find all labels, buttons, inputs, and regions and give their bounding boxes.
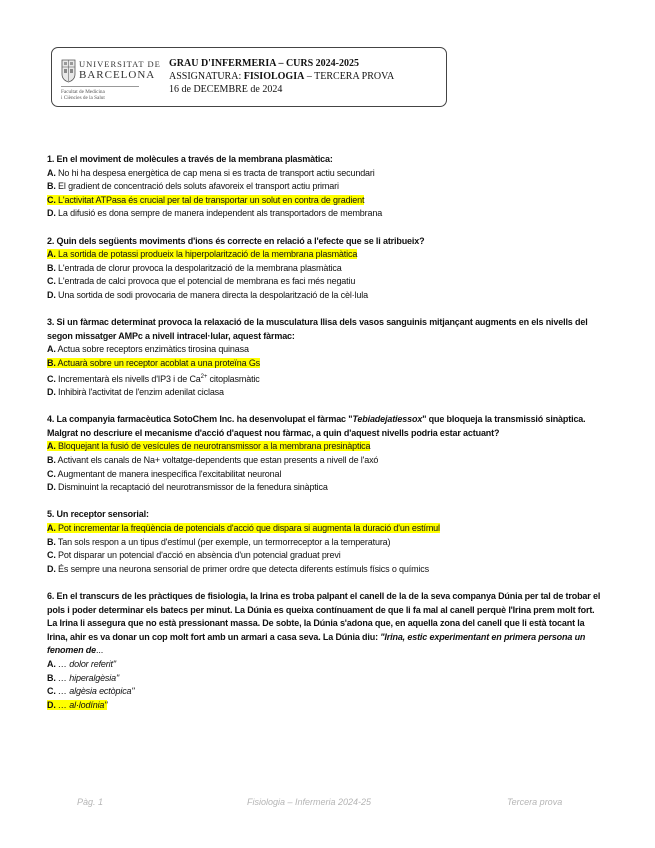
logo-faculty-line2: i Ciències de la Salut xyxy=(61,95,105,101)
question-3 xyxy=(47,316,607,400)
question-text: 1. En el moviment de molècules a través de la membrana plasmàtica: xyxy=(47,154,333,164)
logo-divider xyxy=(61,86,139,87)
subject-prefix: ASSIGNATURA: xyxy=(169,71,244,82)
question-6 xyxy=(47,590,607,712)
option-2a[interactable] xyxy=(47,248,607,262)
option-letter: D. xyxy=(47,482,56,493)
option-letter: B. xyxy=(47,181,56,192)
option-4c[interactable] xyxy=(47,468,607,482)
option-text: No hi ha despesa energètica de cap mena si es tracta de transport actiu secundari xyxy=(55,167,375,178)
option-text: És sempre una neurona sensorial de primer ordre que detecta diferents estímuls físics o químics xyxy=(55,563,429,574)
option-text: … algèsia ectòpica" xyxy=(55,686,135,697)
option-letter: D. xyxy=(47,387,56,398)
option-1a[interactable] xyxy=(47,167,607,181)
footer-page-number: Pàg. 1 xyxy=(77,797,104,807)
option-text-after: citoplasmàtic xyxy=(207,373,260,384)
university-logo xyxy=(61,57,161,103)
questions-list xyxy=(47,153,607,726)
option-5d[interactable] xyxy=(47,563,607,577)
option-1d[interactable] xyxy=(47,207,607,221)
option-text: … hiperalgèsia" xyxy=(55,672,120,683)
option-letter: A. xyxy=(47,441,56,452)
subject-suffix: – TERCERA PROVA xyxy=(304,71,395,82)
correct-answer-highlight xyxy=(47,700,107,710)
option-text: Pot disparar un potencial d'acció en absència d'un potencial graduat previ xyxy=(55,550,341,561)
subject-name: FISIOLOGIA xyxy=(243,71,305,82)
option-letter: A. xyxy=(47,167,56,178)
option-text: Tan sols respon a un tipus d'estímul (per exemple, un termorreceptor a la temperatura) xyxy=(55,536,391,547)
question-quote-end: ... xyxy=(96,645,104,656)
option-3d[interactable] xyxy=(47,386,607,400)
question-4 xyxy=(47,413,607,495)
option-letter: C. xyxy=(47,373,56,384)
correct-answer-highlight xyxy=(47,249,357,259)
option-letter: B. xyxy=(47,357,56,368)
option-5c[interactable] xyxy=(47,549,607,563)
option-letter: B. xyxy=(47,262,56,273)
option-letter: B. xyxy=(47,536,56,547)
option-letter: A. xyxy=(47,249,56,260)
option-4d[interactable] xyxy=(47,481,607,495)
option-text: Incrementarà els nivells d'IP3 i de Ca xyxy=(55,373,201,384)
question-2 xyxy=(47,235,607,303)
question-text xyxy=(47,590,607,658)
option-letter: B. xyxy=(47,455,56,466)
question-text-after: " que bloqueja la transmissió sinàptica. Malgrat no descriure el mecanisme d'acció d'aquest nou fàrmac, a quin d'aquest nivells podria estar actuant? xyxy=(47,414,586,438)
header-text xyxy=(169,57,394,96)
option-4b[interactable] xyxy=(47,454,607,468)
option-letter: A. xyxy=(47,344,56,355)
option-text: Inhibirà l'activitat de l'enzim adenilat ciclasa xyxy=(55,387,224,398)
option-letter: D. xyxy=(47,699,56,710)
question-text-before: 4. La companyia farmacèutica SotoChem Inc. ha desenvolupat el fàrmac " xyxy=(47,414,353,425)
option-3b[interactable] xyxy=(47,357,607,371)
option-2c[interactable] xyxy=(47,275,607,289)
option-6c[interactable] xyxy=(47,685,607,699)
option-letter: D. xyxy=(47,208,56,219)
option-2b[interactable] xyxy=(47,262,607,276)
option-text: Augmentant de manera inespecífica l'excitabilitat neuronal xyxy=(55,468,282,479)
logo-university-label: UNIVERSITAT DE xyxy=(79,59,161,69)
option-text: La sortida de potassi produeix la hiperpolarització de la membrana plasmàtica xyxy=(55,249,358,260)
question-text: 5. Un receptor sensorial: xyxy=(47,509,149,520)
option-text: … dolor referit" xyxy=(55,658,116,669)
option-letter: D. xyxy=(47,289,56,300)
exam-date: 16 de DECEMBRE de 2024 xyxy=(169,84,283,95)
option-letter: A. xyxy=(47,523,56,534)
option-letter: A. xyxy=(47,658,56,669)
option-4a[interactable] xyxy=(47,440,607,454)
option-text: Actuarà sobre un receptor acoblat a una proteïna Gs xyxy=(55,357,261,368)
subject-line xyxy=(169,70,394,83)
option-6d[interactable] xyxy=(47,699,607,713)
option-letter: C. xyxy=(47,468,56,479)
correct-answer-highlight xyxy=(47,195,364,205)
exam-title: GRAU D'INFERMERIA – CURS 2024-2025 xyxy=(169,58,360,69)
option-text: Bloquejant la fusió de vesícules de neurotransmissor a la membrana presinàptica xyxy=(55,441,371,452)
footer-exam-name: Tercera prova xyxy=(507,797,563,807)
question-1 xyxy=(47,153,607,221)
correct-answer-highlight xyxy=(47,523,440,533)
correct-answer-highlight xyxy=(47,358,260,368)
logo-faculty-line1: Facultat de Medicina xyxy=(61,89,105,95)
option-text: L'entrada de calci provoca que el potencial de membrana es faci més negatiu xyxy=(55,276,356,287)
correct-answer-highlight xyxy=(47,441,370,451)
option-6b[interactable] xyxy=(47,672,607,686)
footer-course: Fisiologia – Infermeria 2024-25 xyxy=(247,797,372,807)
question-text: 2. Quin dels següents moviments d'ions és correcte en relació a l'efecte que se li atribueix? xyxy=(47,235,425,246)
question-text xyxy=(47,413,607,440)
option-letter: C. xyxy=(47,276,56,287)
logo-barcelona-label: BARCELONA xyxy=(79,69,156,81)
option-1c[interactable] xyxy=(47,194,607,208)
option-5b[interactable] xyxy=(47,536,607,550)
option-6a[interactable] xyxy=(47,658,607,672)
option-letter: D. xyxy=(47,563,56,574)
question-text: 3. Si un fàrmac determinat provoca la relaxació de la musculatura llisa dels vasos sanguinis mitjançant augments en els nivells del segon missatger AMPc a nivell intracel·lular, aquest fàrmac: xyxy=(47,317,588,341)
header-box xyxy=(51,47,447,107)
question-quote: "Irina, estic experimentant en primera persona un fenomen de xyxy=(47,631,586,656)
option-text: El gradient de concentració dels soluts afavoreix el transport actiu primari xyxy=(55,181,339,192)
option-text: Una sortida de sodi provocaria de manera directa la despolarització de la cèl·lula xyxy=(55,289,368,300)
option-3a[interactable] xyxy=(47,343,607,357)
superscript-charge: 2+ xyxy=(200,373,208,380)
option-text: L'activitat ATPasa és crucial per tal de transportar un solut en contra de gradient xyxy=(55,194,365,205)
question-body: 6. En el transcurs de les pràctiques de fisiologia, la Irina es troba palpant el canell de la de la seva companya Dúnia per tal de trobar el pols i poder determinar els batecs per minut. La Dúnia es queixa contínuament de que li fa mal al canell perquè l'Irina prem molt fort. La Irina li assegura que no està pressionant massa. De sobte, la Dúnia s'adona que, en aquella zona del canell que li està tocant la Irina, ahir es va donar un cop molt fort amb un armari a casa seva. La Dúnia diu: xyxy=(47,591,601,642)
option-5a[interactable] xyxy=(47,522,607,536)
option-text: La difusió es dona sempre de manera independent als transportadors de membrana xyxy=(55,208,383,219)
option-text: Pot incrementar la freqüència de potencials d'acció que dispara si augmenta la duració d'un estímul xyxy=(55,523,440,534)
option-letter: B. xyxy=(47,672,56,683)
option-text: Activant els canals de Na+ voltatge-dependents que estan presents a nivell de l'axó xyxy=(55,455,379,466)
question-5 xyxy=(47,508,607,576)
option-3c[interactable] xyxy=(47,371,607,387)
option-letter: C. xyxy=(47,686,56,697)
option-letter: C. xyxy=(47,194,56,205)
option-text: Disminuint la recaptació del neurotransmissor de la fenedura sinàptica xyxy=(55,482,328,493)
option-letter: C. xyxy=(47,550,56,561)
option-text: Actua sobre receptors enzimàtics tirosina quinasa xyxy=(55,344,249,355)
shield-icon xyxy=(61,59,76,83)
drug-name: Tebiadejatiessox xyxy=(352,414,423,425)
option-2d[interactable] xyxy=(47,289,607,303)
option-1b[interactable] xyxy=(47,180,607,194)
option-text: … al·lodínia" xyxy=(55,699,108,710)
option-text: L'entrada de clorur provoca la despolarització de la membrana plasmàtica xyxy=(55,262,342,273)
